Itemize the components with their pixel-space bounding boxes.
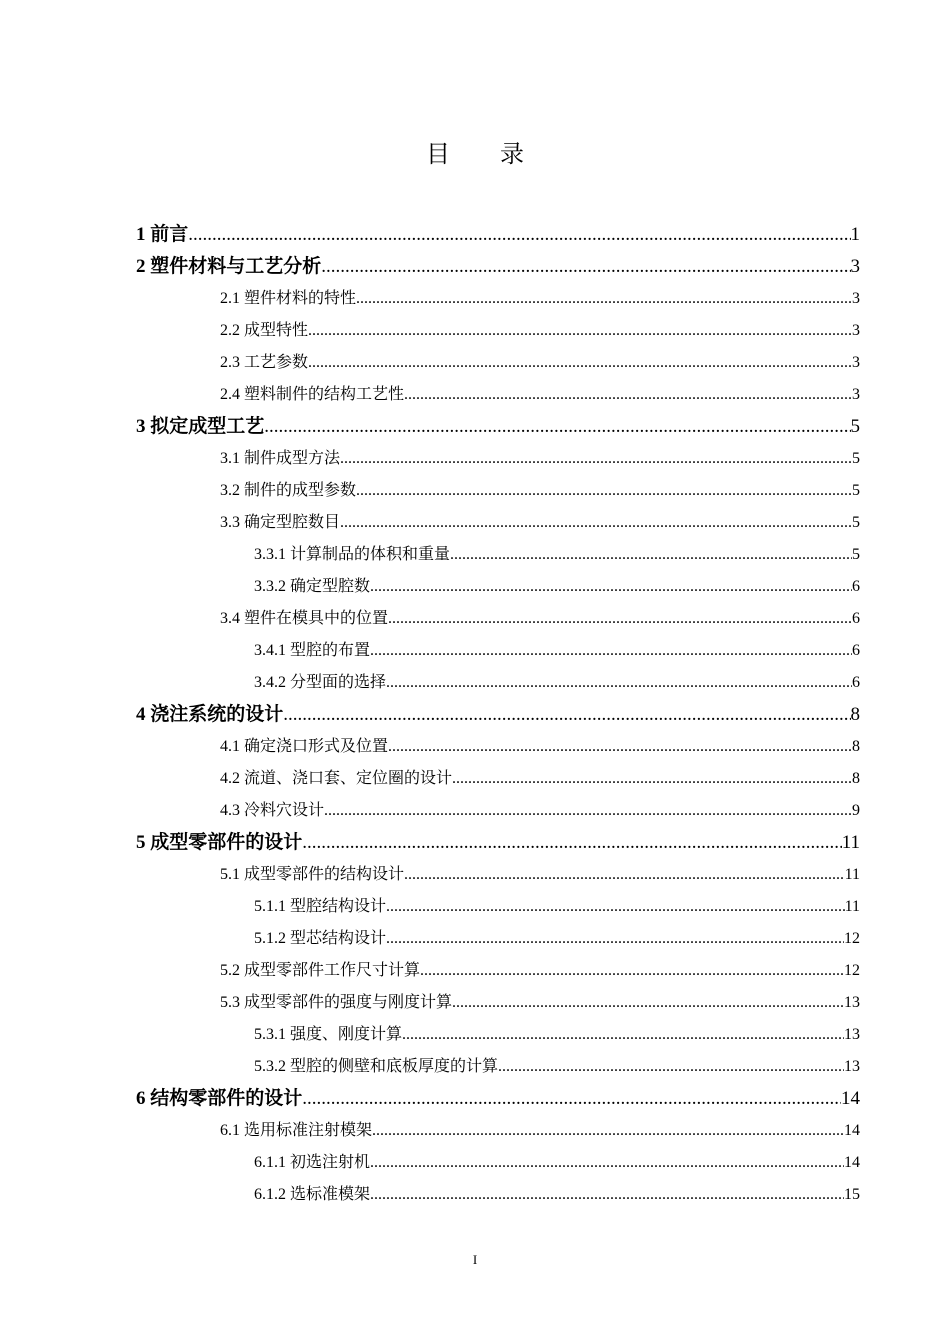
toc-entry-label: 2 塑件材料与工艺分析 [136, 256, 322, 277]
toc-entry[interactable] [136, 347, 860, 379]
toc-entry[interactable] [136, 251, 860, 283]
toc-entry-page-number: 11 [841, 832, 860, 853]
dot-leader [452, 763, 852, 795]
toc-entry-page-number: 3 [852, 354, 860, 371]
toc-entry[interactable] [136, 603, 860, 635]
toc-entry[interactable] [136, 859, 860, 891]
toc-entry-page-number: 11 [844, 866, 860, 883]
toc-entry[interactable] [136, 1083, 860, 1115]
toc-entry-page-number: 5 [852, 482, 860, 499]
toc-entry-page-number: 3 [852, 386, 860, 403]
toc-entry-page-number: 6 [852, 642, 860, 659]
toc-entry-label: 5.1 成型零部件的结构设计 [220, 866, 405, 883]
toc-title: 目 录 [426, 142, 546, 168]
toc-entry-label: 5.3 成型零部件的强度与刚度计算 [220, 994, 453, 1011]
dot-leader [388, 603, 852, 635]
toc-entry-page-number: 13 [844, 1058, 860, 1075]
toc-entry[interactable] [136, 571, 860, 603]
toc-entry[interactable] [136, 539, 860, 571]
toc-entry[interactable] [136, 795, 860, 827]
dot-leader [386, 923, 844, 955]
toc-entry-page-number: 5 [852, 450, 860, 467]
dot-leader [370, 1147, 844, 1179]
toc-entry-label: 3.4 塑件在模具中的位置 [220, 610, 389, 627]
dot-leader [340, 507, 852, 539]
toc-entry-page-number: 11 [844, 898, 860, 915]
toc-entry[interactable] [136, 763, 860, 795]
toc-entry[interactable] [136, 315, 860, 347]
toc-entry-label: 6.1 选用标准注射模架 [220, 1122, 373, 1139]
toc-entry-label: 2.4 塑料制件的结构工艺性 [220, 386, 405, 403]
toc-entry-label: 4.3 冷料穴设计 [220, 802, 325, 819]
toc-entry-page-number: 8 [850, 704, 860, 725]
toc-entry-page-number: 3 [852, 322, 860, 339]
dot-leader [356, 475, 852, 507]
toc-entry-label: 5.1.1 型腔结构设计 [254, 898, 387, 915]
toc-entry-label: 3 拟定成型工艺 [136, 416, 265, 437]
dot-leader [308, 347, 852, 379]
dot-leader [283, 699, 850, 731]
dot-leader [324, 795, 852, 827]
toc-entry[interactable] [136, 1019, 860, 1051]
toc-entry-page-number: 6 [852, 610, 860, 627]
toc-entry-label: 2.1 塑件材料的特性 [220, 290, 357, 307]
toc-entry-label: 3.2 制件的成型参数 [220, 482, 357, 499]
toc-entry-label: 5 成型零部件的设计 [136, 832, 303, 853]
toc-entry[interactable] [136, 731, 860, 763]
dot-leader [302, 827, 841, 859]
dot-leader [402, 1019, 844, 1051]
dot-leader [404, 379, 852, 411]
toc-entry-label: 4.1 确定浇口形式及位置 [220, 738, 389, 755]
toc-entry-label: 6.1.2 选标准模架 [254, 1186, 371, 1203]
toc-entry-label: 6 结构零部件的设计 [136, 1088, 303, 1109]
toc-entry-page-number: 13 [844, 994, 860, 1011]
dot-leader [452, 987, 844, 1019]
toc-entry[interactable] [136, 667, 860, 699]
dot-leader [188, 219, 850, 251]
toc-entry-page-number: 3 [850, 256, 860, 277]
toc-entry-label: 2.3 工艺参数 [220, 354, 309, 371]
toc-entry-label: 3.3.2 确定型腔数 [254, 578, 371, 595]
dot-leader [356, 283, 852, 315]
dot-leader [264, 411, 850, 443]
toc-entry-page-number: 14 [841, 1088, 860, 1109]
toc-entry[interactable] [136, 475, 860, 507]
toc-entry[interactable] [136, 411, 860, 443]
toc-entry-page-number: 12 [844, 930, 860, 947]
toc-entry[interactable] [136, 219, 860, 251]
dot-leader [450, 539, 852, 571]
toc-entry-page-number: 1 [850, 224, 860, 245]
toc-entry-label: 1 前言 [136, 224, 189, 245]
dot-leader [321, 251, 850, 283]
toc-entry-page-number: 12 [844, 962, 860, 979]
toc-entry[interactable] [136, 443, 860, 475]
page-number-footer: I [472, 1252, 478, 1267]
toc-entry[interactable] [136, 923, 860, 955]
toc-entry-page-number: 6 [852, 578, 860, 595]
dot-leader [386, 667, 852, 699]
toc-entry-page-number: 3 [852, 290, 860, 307]
dot-leader [302, 1083, 841, 1115]
toc-entry[interactable] [136, 1051, 860, 1083]
dot-leader [498, 1051, 844, 1083]
toc-entry[interactable] [136, 699, 860, 731]
toc-entry-page-number: 13 [844, 1026, 860, 1043]
toc-entry-page-number: 5 [850, 416, 860, 437]
toc-entry[interactable] [136, 891, 860, 923]
toc-entry-page-number: 9 [852, 802, 860, 819]
toc-entry[interactable] [136, 379, 860, 411]
toc-entry-label: 3.4.2 分型面的选择 [254, 674, 387, 691]
toc-entry[interactable] [136, 1147, 860, 1179]
dot-leader [404, 859, 845, 891]
toc-entry-label: 6.1.1 初选注射机 [254, 1154, 371, 1171]
toc-entry-page-number: 6 [852, 674, 860, 691]
dot-leader [386, 891, 845, 923]
toc-entry-page-number: 8 [852, 738, 860, 755]
dot-leader [370, 1179, 844, 1211]
toc-entry-page-number: 15 [844, 1186, 860, 1203]
toc-entry[interactable] [136, 1179, 860, 1211]
toc-entry[interactable] [136, 507, 860, 539]
toc-entry-label: 5.2 成型零部件工作尺寸计算 [220, 962, 421, 979]
toc-entry-label: 3.1 制件成型方法 [220, 450, 341, 467]
toc-entry-label: 3.3 确定型腔数目 [220, 514, 341, 531]
toc-entry[interactable] [136, 283, 860, 315]
toc-entry-label: 5.3.2 型腔的侧壁和底板厚度的计算 [254, 1058, 499, 1075]
toc-entry-label: 4.2 流道、浇口套、定位圈的设计 [220, 770, 453, 787]
toc-entry-page-number: 5 [852, 514, 860, 531]
toc-entry-label: 4 浇注系统的设计 [136, 704, 284, 725]
table-of-contents [136, 219, 860, 1211]
toc-entry-page-number: 14 [844, 1154, 860, 1171]
toc-entry-label: 3.3.1 计算制品的体积和重量 [254, 546, 451, 563]
dot-leader [370, 571, 852, 603]
dot-leader [372, 1115, 844, 1147]
toc-entry[interactable] [136, 827, 860, 859]
toc-entry-label: 3.4.1 型腔的布置 [254, 642, 371, 659]
toc-entry[interactable] [136, 955, 860, 987]
toc-entry-label: 5.1.2 型芯结构设计 [254, 930, 387, 947]
dot-leader [370, 635, 852, 667]
toc-entry[interactable] [136, 987, 860, 1019]
toc-entry-page-number: 14 [844, 1122, 860, 1139]
toc-entry-label: 2.2 成型特性 [220, 322, 309, 339]
toc-entry-page-number: 8 [852, 770, 860, 787]
toc-entry-page-number: 5 [852, 546, 860, 563]
dot-leader [308, 315, 852, 347]
toc-entry-label: 5.3.1 强度、刚度计算 [254, 1026, 403, 1043]
dot-leader [420, 955, 844, 987]
toc-entry[interactable] [136, 1115, 860, 1147]
toc-entry[interactable] [136, 635, 860, 667]
dot-leader [388, 731, 852, 763]
dot-leader [340, 443, 852, 475]
